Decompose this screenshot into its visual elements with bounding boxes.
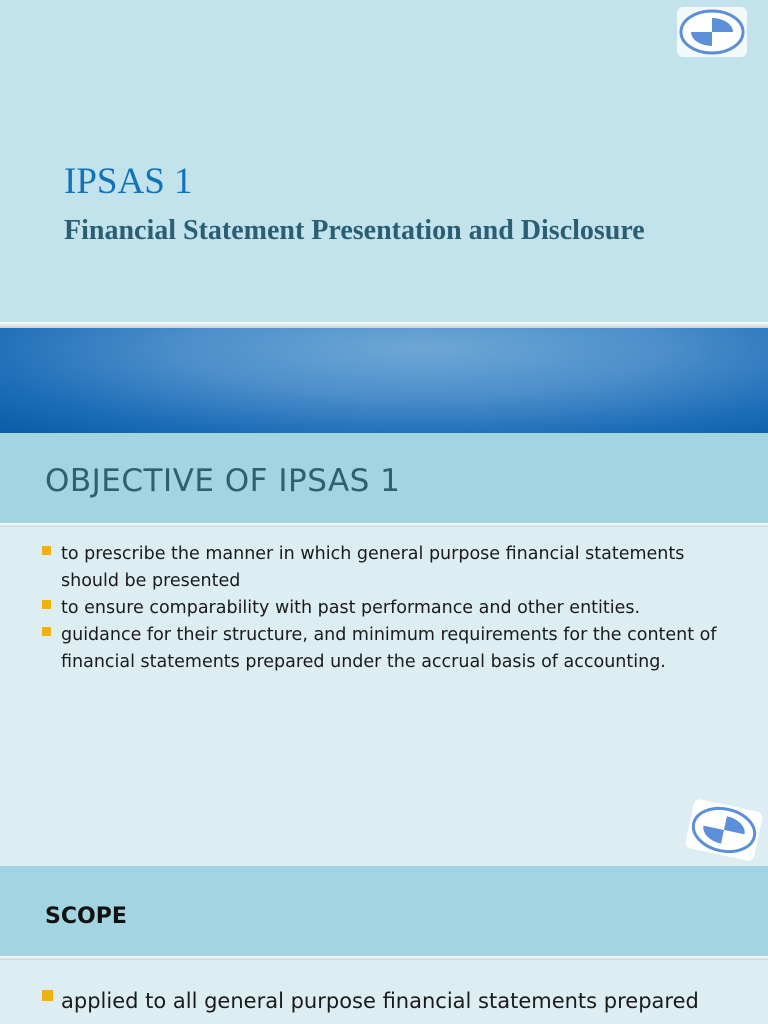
list-item (42, 986, 742, 1016)
slide-header (0, 433, 768, 523)
divider (0, 523, 768, 527)
slide-subtitle: Financial Statement Presentation and Disclosure (64, 215, 645, 246)
slide-heading: OBJECTIVE OF IPSAS 1 (45, 463, 401, 499)
list-item (42, 595, 742, 622)
square-bullet-icon (42, 990, 53, 1001)
scope-slide (0, 866, 768, 1024)
square-bullet-icon (42, 600, 51, 609)
list-item (42, 541, 742, 595)
logo-icon (685, 798, 764, 861)
bullet-text: applied to all general purpose financial statements prepared (61, 989, 699, 1013)
slide-heading: SCOPE (45, 904, 127, 929)
slide-header (0, 866, 768, 956)
square-bullet-icon (42, 627, 51, 636)
objective-slide (0, 433, 768, 866)
bullet-list (42, 986, 742, 1016)
divider (0, 956, 768, 960)
list-item (42, 622, 742, 676)
square-bullet-icon (42, 546, 51, 555)
bullet-list (42, 541, 742, 676)
bullet-text: to ensure comparability with past performance and other entities. (61, 598, 641, 618)
slide-title: IPSAS 1 (64, 161, 193, 202)
logo-icon (677, 7, 747, 57)
blue-gradient-band (0, 328, 768, 433)
bullet-text: guidance for their structure, and minimum requirements for the content of financial statements prepared under the accrual basis of accounting. (61, 625, 717, 672)
bullet-text: to prescribe the manner in which general purpose financial statements should be presented (61, 544, 685, 591)
title-slide (0, 0, 768, 433)
